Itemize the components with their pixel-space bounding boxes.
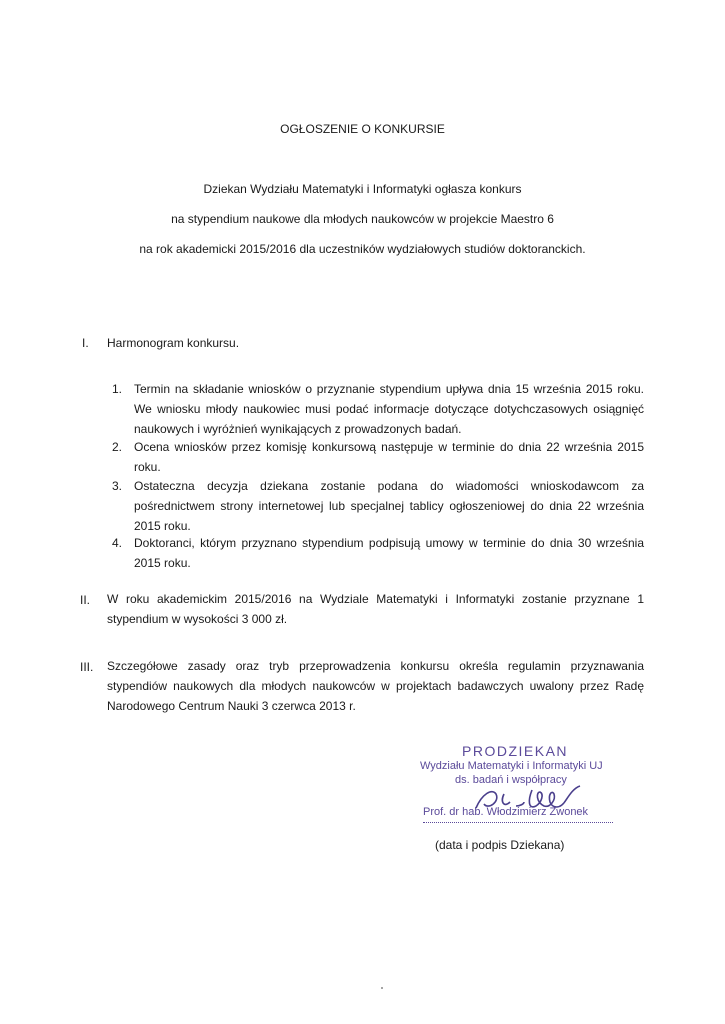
- stamp-name: Prof. dr hab. Włodzimierz Zwonek: [423, 806, 589, 818]
- page-speck: [381, 987, 383, 989]
- item-1-text: Termin na składanie wniosków o przyznanie stypendium upływa dnia 15 września 2015 roku. We wniosku młody naukowiec musi podać informacje dotyczące dotychczasowych osiągnięć naukowych i wyróżnień wynikających z prowadzonych badań.: [134, 382, 644, 436]
- document-title: OGŁOSZENIE O KONKURSIE: [280, 122, 445, 136]
- item-3-number: 3.: [111, 479, 122, 493]
- section-1-heading: Harmonogram konkursu.: [107, 336, 240, 350]
- signature-caption: (data i podpis Dziekana): [435, 838, 565, 852]
- section-2-text: W roku akademickim 2015/2016 na Wydziale Matematyki i Informatyki zostanie przyznane 1 stypendium w wysokości 3 000 zł.: [107, 592, 644, 626]
- item-4-number: 4.: [111, 536, 122, 550]
- item-4-text: Doktoranci, którym przyznano stypendium podpisują umowy w terminie do dnia 30 września 2015 roku.: [134, 536, 644, 570]
- intro-line-1: Dziekan Wydziału Matematyki i Informatyki ogłasza konkurs: [203, 182, 522, 196]
- item-2-text: Ocena wniosków przez komisję konkursową następuje w terminie do dnia 22 września 2015 roku.: [134, 440, 644, 474]
- section-3-numeral: III.: [80, 660, 94, 674]
- stamp-line-1: Wydziału Matematyki i Informatyki UJ: [420, 760, 603, 772]
- section-1-numeral: I.: [82, 336, 89, 350]
- stamp-title: PRODZIEKAN: [462, 743, 569, 759]
- section-2-numeral: II.: [80, 593, 91, 607]
- intro-line-3: na rok akademicki 2015/2016 dla uczestników wydziałowych studiów doktoranckich.: [139, 242, 586, 256]
- item-2-number: 2.: [111, 440, 122, 454]
- signature-dotted-line: [423, 822, 613, 823]
- item-3-text: Ostateczna decyzja dziekana zostanie podana do wiadomości wnioskodawcom za pośrednictwem strony internetowej lub specjalnej tablicy ogłoszeniowej do dnia 22 września 2015 roku.: [134, 479, 644, 533]
- section-3-text: Szczegółowe zasady oraz tryb przeprowadzenia konkursu określa regulamin przyznawania stypendiów naukowych dla młodych naukowców w projektach badawczych uwalony przez Radę Narodowego Centrum Nauki 3 czerwca 2013 r.: [107, 659, 644, 713]
- stamp-line-2: ds. badań i współpracy: [455, 774, 567, 786]
- item-1-number: 1.: [111, 382, 122, 396]
- intro-line-2: na stypendium naukowe dla młodych naukowców w projekcie Maestro 6: [171, 212, 554, 226]
